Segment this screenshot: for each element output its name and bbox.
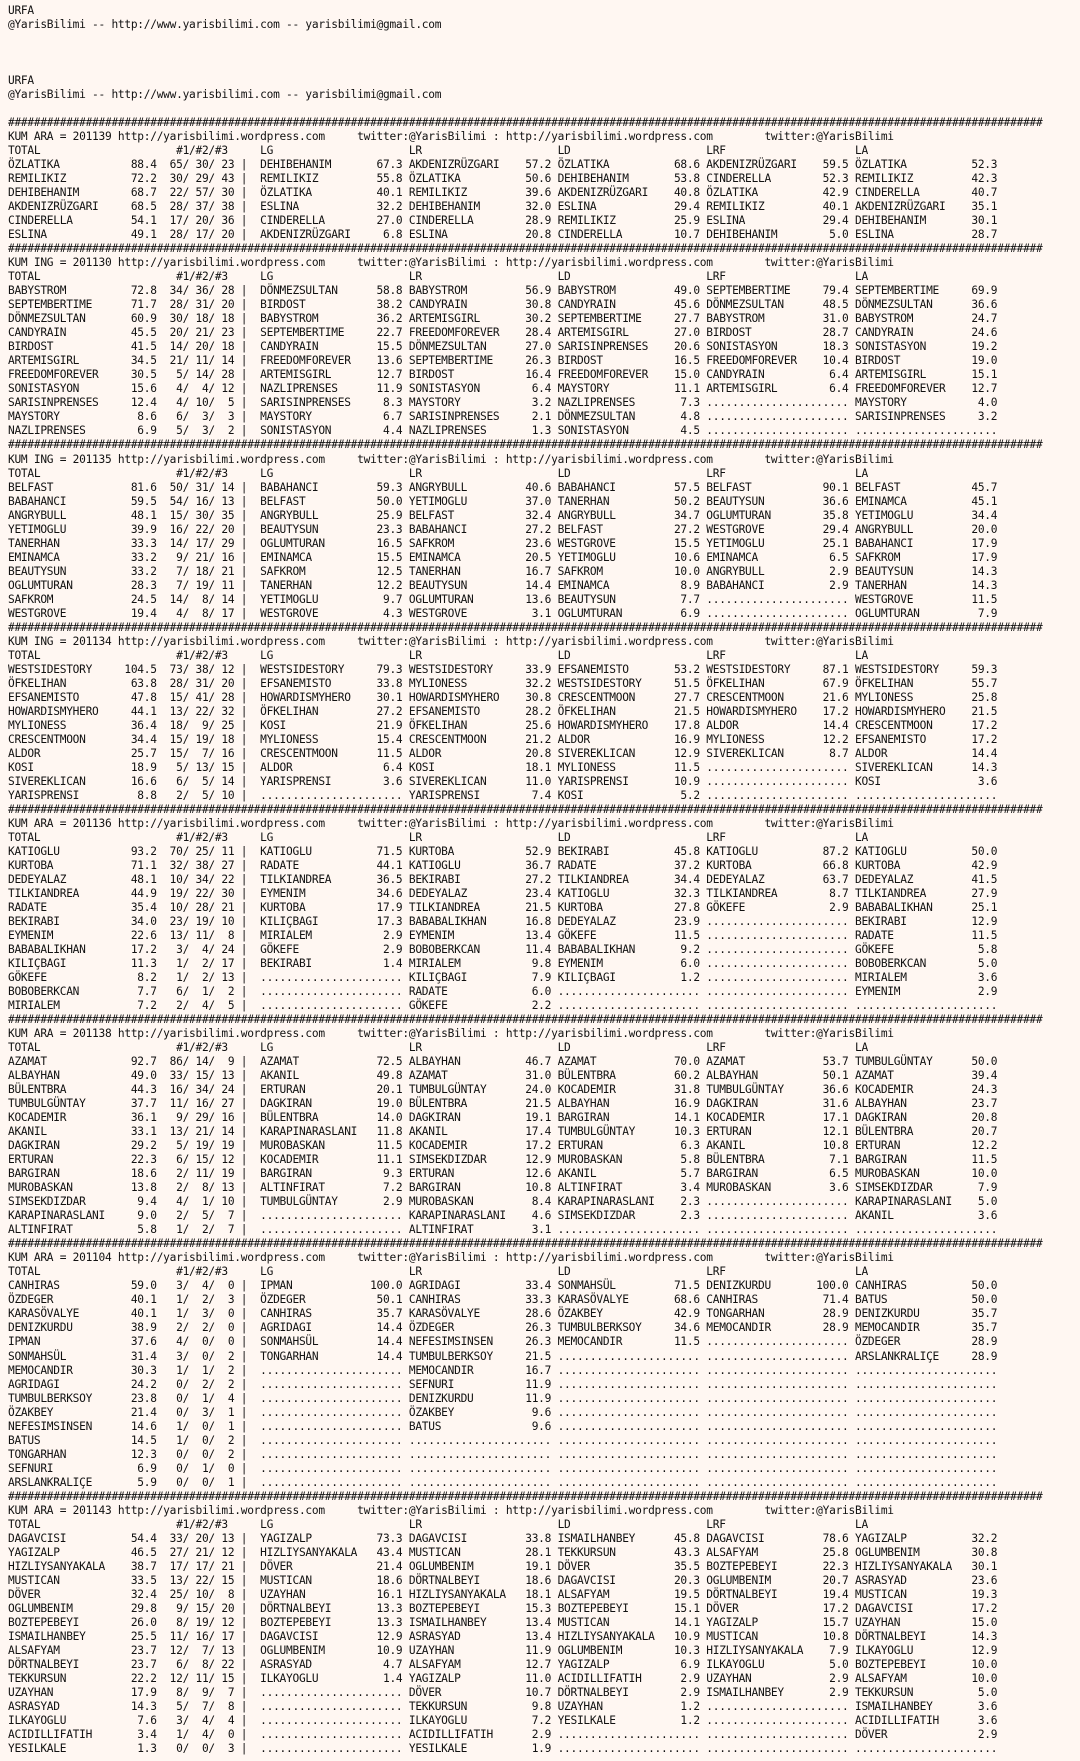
- horse-row: ALDOR 25.7 15/ 7/ 16 | CRESCENTMOON 11.5 ALDOR 20.8 SIVEREKLICAN 12.9 SIVEREKLICAN 8.7 ALDOR 14.4: [8, 746, 998, 760]
- horse-row: MIRIALEM 7.2 2/ 4/ 5 | ...................... GÖKEFE 2.2 ...................... ...................... ......................: [8, 999, 998, 1013]
- column-header: TOTAL #1/#2/#3 LG LR LD LRF LA: [8, 466, 868, 480]
- horse-row: GÖKEFE 8.2 1/ 2/ 13 | ...................... KILIÇBAGI 7.9 KILIÇBAGI 1.2 ...................... MIRIALEM 3.6: [8, 971, 998, 985]
- horse-row: DENIZKURDU 38.9 2/ 2/ 0 | AGRIDAGI 14.4 ÖZDEGER 26.3 TUMBULBERKSOY 34.6 MEMOCANDIR 28.9 MEMOCANDIR 35.7: [8, 1321, 998, 1335]
- horse-row: IPMAN 37.6 4/ 0/ 0 | SONMAHSÜL 14.4 NEFESIMSINSEN 26.3 MEMOCANDIR 11.5 ...................... ÖZDEGER 28.9: [8, 1335, 998, 1349]
- horse-row: HOWARDISMYHERO 44.1 13/ 22/ 32 | ÖFKELIHAN 27.2 EFSANEMISTO 28.2 ÖFKELIHAN 21.5 HOWARDISMYHERO 17.2 HOWARDISMYHERO 21.5: [8, 704, 998, 718]
- race-header: KUM ARA = 201139 http://yarisbilimi.wordpress.com twitter:@YarisBilimi : http://yarisbilimi.wordpress.com twitter:@YarisBilimi: [8, 130, 894, 144]
- horse-row: DAGKIRAN 29.2 5/ 19/ 19 | MUROBASKAN 11.5 KOCADEMIR 17.2 ERTURAN 6.3 AKANIL 10.8 ERTURAN 12.2: [8, 1139, 998, 1153]
- blank-line: [8, 32, 1080, 46]
- column-header: TOTAL #1/#2/#3 LG LR LD LRF LA: [8, 270, 868, 284]
- horse-row: DEDEYALAZ 48.1 10/ 34/ 22 | TILKIANDREA 36.5 BEKIRABI 27.2 TILKIANDREA 34.4 DEDEYALAZ 63.7 DEDEYALAZ 41.5: [8, 872, 998, 886]
- horse-row: ISMAILHANBEY 25.5 11/ 16/ 17 | DAGAVCISI 12.9 ASRASYAD 13.4 HIZLIYSANYAKALA 10.9 MUSTICAN 10.8 DÖRTNALBEYI 14.3: [8, 1629, 998, 1643]
- column-header: TOTAL #1/#2/#3 LG LR LD LRF LA: [8, 1265, 868, 1279]
- horse-row: TUMBULGÜNTAY 37.7 11/ 16/ 27 | DAGKIRAN 19.0 BÜLENTBRA 21.5 ALBAYHAN 16.9 DAGKIRAN 31.6 ALBAYHAN 23.7: [8, 1097, 998, 1111]
- horse-row: CANHIRAS 59.0 3/ 4/ 0 | IPMAN 100.0 AGRIDAGI 33.4 SONMAHSÜL 71.5 DENIZKURDU 100.0 CANHIRAS 50.0: [8, 1279, 998, 1293]
- column-header: TOTAL #1/#2/#3 LG LR LD LRF LA: [8, 1517, 868, 1531]
- horse-row: BEKIRABI 34.0 23/ 19/ 10 | KILIÇBAGI 17.3 BABABALIKHAN 16.8 DEDEYALAZ 23.9 ...................... BEKIRABI 12.9: [8, 915, 998, 929]
- horse-row: BABAHANCI 59.5 54/ 16/ 13 | BELFAST 50.0 YETIMOGLU 37.0 TANERHAN 50.2 BEAUTYSUN 36.6 EMINAMCA 45.1: [8, 494, 998, 508]
- horse-row: MUROBASKAN 13.8 2/ 8/ 13 | ALTINFIRAT 7.2 BARGIRAN 10.8 ALTINFIRAT 3.4 MUROBASKAN 3.6 SIMSEKDIZDAR 7.9: [8, 1181, 998, 1195]
- horse-row: BOZTEPEBEYI 26.0 8/ 19/ 12 | BOZTEPEBEYI 13.3 ISMAILHANBEY 13.4 MUSTICAN 14.1 YAGIZALP 15.7 UZAYHAN 15.0: [8, 1615, 998, 1629]
- horse-row: REMILIKIZ 72.2 30/ 29/ 43 | REMILIKIZ 55.8 ÖZLATIKA 50.6 DEHIBEHANIM 53.8 CINDERELLA 52.3 REMILIKIZ 42.3: [8, 172, 998, 186]
- horse-row: ASRASYAD 14.3 5/ 7/ 8 | ...................... TEKKURSUN 9.8 UZAYHAN 1.2 ...................... ISMAILHANBEY 3.6: [8, 1699, 998, 1713]
- horse-row: ALTINFIRAT 5.8 1/ 2/ 7 | ...................... ALTINFIRAT 3.1 ...................... ...................... ......................: [8, 1223, 998, 1237]
- horse-row: ÖZLATIKA 88.4 65/ 30/ 23 | DEHIBEHANIM 67.3 AKDENIZRÜZGARI 57.2 ÖZLATIKA 68.6 AKDENIZRÜZGARI 59.5 ÖZLATIKA 52.3: [8, 158, 998, 172]
- horse-row: ARTEMISGIRL 34.5 21/ 11/ 14 | FREEDOMFOREVER 13.6 SEPTEMBERTIME 26.3 BIRDOST 16.5 FREEDOMFOREVER 10.4 BIRDOST 19.0: [8, 354, 998, 368]
- column-header: TOTAL #1/#2/#3 LG LR LD LRF LA: [8, 144, 868, 158]
- horse-row: OGLUMTURAN 28.3 7/ 19/ 11 | TANERHAN 12.2 BEAUTYSUN 14.4 EMINAMCA 8.9 BABAHANCI 2.9 TANERHAN 14.3: [8, 578, 998, 592]
- source-line: @YarisBilimi -- http://www.yarisbilimi.com -- yarisbilimi@gmail.com: [8, 18, 442, 32]
- horse-row: BÜLENTBRA 44.3 16/ 34/ 24 | ERTURAN 20.1 TUMBULGÜNTAY 24.0 KOCADEMIR 31.8 TUMBULGÜNTAY 36.6 KOCADEMIR 24.3: [8, 1083, 998, 1097]
- horse-row: FREEDOMFOREVER 30.5 5/ 14/ 28 | ARTEMISGIRL 12.7 BIRDOST 16.4 FREEDOMFOREVER 15.0 CANDYRAIN 6.4 ARTEMISGIRL 15.1: [8, 368, 998, 382]
- horse-row: OGLUMBENIM 29.8 9/ 15/ 20 | DÖRTNALBEYI 13.3 BOZTEPEBEYI 15.3 BOZTEPEBEYI 15.1 DÖVER 17.2 DAGAVCISI 17.2: [8, 1601, 998, 1615]
- horse-row: KATIOGLU 93.2 70/ 25/ 11 | KATIOGLU 71.5 KURTOBA 52.9 BEKIRABI 45.8 KATIOGLU 87.2 KATIOGLU 50.0: [8, 844, 998, 858]
- section-separator: ################################################################################################################################################################: [8, 620, 1043, 634]
- city-title: URFA: [8, 74, 34, 88]
- horse-row: MEMOCANDIR 30.3 1/ 1/ 2 | ...................... MEMOCANDIR 16.7 ...................... ...................... ......................: [8, 1363, 998, 1377]
- horse-row: DAGAVCISI 54.4 33/ 20/ 13 | YAGIZALP 73.3 DAGAVCISI 33.8 ISMAILHANBEY 45.8 DAGAVCISI 78.6 YAGIZALP 32.2: [8, 1531, 998, 1545]
- horse-row: TANERHAN 33.3 14/ 17/ 29 | OGLUMTURAN 16.5 SAFKROM 23.6 WESTGROVE 15.5 YETIMOGLU 25.1 BABAHANCI 17.9: [8, 536, 998, 550]
- horse-row: NEFESIMSINSEN 14.6 1/ 0/ 1 | ...................... BATUS 9.6 ...................... ...................... ......................: [8, 1419, 998, 1433]
- horse-row: MYLIONESS 36.4 18/ 9/ 25 | KOSI 21.9 ÖFKELIHAN 25.6 HOWARDISMYHERO 17.8 ALDOR 14.4 CRESCENTMOON 17.2: [8, 718, 998, 732]
- horse-row: TEKKURSUN 22.2 12/ 11/ 15 | ILKAYOGLU 1.4 YAGIZALP 11.0 ACIDILLIFATIH 2.9 UZAYHAN 2.9 ALSAFYAM 10.0: [8, 1671, 998, 1685]
- horse-row: SAFKROM 24.5 14/ 8/ 14 | YETIMOGLU 9.7 OGLUMTURAN 13.6 BEAUTYSUN 7.7 ...................... WESTGROVE 11.5: [8, 592, 998, 606]
- horse-row: ESLINA 49.1 28/ 17/ 20 | AKDENIZRÜZGARI 6.8 ESLINA 20.8 CINDERELLA 10.7 DEHIBEHANIM 5.0 ESLINA 28.7: [8, 228, 998, 242]
- horse-row: BELFAST 81.6 50/ 31/ 14 | BABAHANCI 59.3 ANGRYBULL 40.6 BABAHANCI 57.5 BELFAST 90.1 BELFAST 45.7: [8, 480, 998, 494]
- column-header: TOTAL #1/#2/#3 LG LR LD LRF LA: [8, 830, 868, 844]
- horse-row: SARISINPRENSES 12.4 4/ 10/ 5 | SARISINPRENSES 8.3 MAYSTORY 3.2 NAZLIPRENSES 7.3 ...................... MAYSTORY 4.0: [8, 396, 998, 410]
- section-separator: ################################################################################################################################################################: [8, 1013, 1043, 1027]
- horse-row: AKANIL 33.1 13/ 21/ 14 | KARAPINARASLANI 11.8 AKANIL 17.4 TUMBULGÜNTAY 10.3 ERTURAN 12.1 BÜLENTBRA 20.7: [8, 1125, 998, 1139]
- horse-row: BATUS 14.5 1/ 0/ 2 | ...................... ...................... ...................... ...................... ......................: [8, 1433, 998, 1447]
- horse-row: AGRIDAGI 24.2 0/ 2/ 2 | ...................... SEFNURI 11.9 ...................... ...................... ......................: [8, 1377, 998, 1391]
- horse-row: RADATE 35.4 10/ 28/ 21 | KURTOBA 17.9 TILKIANDREA 21.5 KURTOBA 27.8 GÖKEFE 2.9 BABABALIKHAN 25.1: [8, 901, 998, 914]
- horse-row: TILKIANDREA 44.9 19/ 22/ 30 | EYMENIM 34.6 DEDEYALAZ 23.4 KATIOGLU 32.3 TILKIANDREA 8.7 TILKIANDREA 27.9: [8, 886, 998, 900]
- section-separator: ################################################################################################################################################################: [8, 242, 1043, 256]
- horse-row: KARASÖVALYE 40.1 1/ 3/ 0 | CANHIRAS 35.7 KARASÖVALYE 28.6 ÖZAKBEY 42.9 TONGARHAN 28.9 DENIZKURDU 35.7: [8, 1307, 998, 1321]
- horse-row: MUSTICAN 33.5 13/ 22/ 15 | MUSTICAN 18.6 DÖRTNALBEYI 18.6 DAGAVCISI 20.3 OGLUMBENIM 20.7 ASRASYAD 23.6: [8, 1573, 998, 1587]
- section-separator: ################################################################################################################################################################: [8, 116, 1043, 130]
- horse-row: AKDENIZRÜZGARI 68.5 28/ 37/ 38 | ESLINA 32.2 DEHIBEHANIM 32.0 ESLINA 29.4 REMILIKIZ 40.1 AKDENIZRÜZGARI 35.1: [8, 200, 998, 214]
- horse-row: ALBAYHAN 49.0 33/ 15/ 13 | AKANIL 49.8 AZAMAT 31.0 BÜLENTBRA 60.2 ALBAYHAN 50.1 AZAMAT 39.4: [8, 1069, 998, 1083]
- horse-row: SEPTEMBERTIME 71.7 28/ 31/ 20 | BIRDOST 38.2 CANDYRAIN 30.8 CANDYRAIN 45.6 DÖNMEZSULTAN 48.5 DÖNMEZSULTAN 36.6: [8, 298, 998, 312]
- horse-row: DÖRTNALBEYI 23.7 6/ 8/ 22 | ASRASYAD 4.7 ALSAFYAM 12.7 YAGIZALP 6.9 ILKAYOGLU 5.0 BOZTEPEBEYI 10.0: [8, 1657, 998, 1671]
- race-header: KUM ING = 201134 http://yarisbilimi.wordpress.com twitter:@YarisBilimi : http://yarisbilimi.wordpress.com twitter:@YarisBilimi: [8, 634, 894, 648]
- horse-row: EYMENIM 22.6 13/ 11/ 8 | MIRIALEM 2.9 EYMENIM 13.4 GÖKEFE 11.5 ...................... RADATE 11.5: [8, 929, 998, 943]
- horse-row: DÖVER 32.4 25/ 10/ 8 | UZAYHAN 16.1 HIZLIYSANYAKALA 18.1 ALSAFYAM 19.5 DÖRTNALBEYI 19.4 MUSTICAN 19.3: [8, 1587, 998, 1601]
- section-separator: ################################################################################################################################################################: [8, 1237, 1043, 1251]
- race-header: KUM ARA = 201136 http://yarisbilimi.wordpress.com twitter:@YarisBilimi : http://yarisbilimi.wordpress.com twitter:@YarisBilimi: [8, 816, 894, 830]
- section-separator: ################################################################################################################################################################: [8, 438, 1043, 452]
- horse-row: SEFNURI 6.9 0/ 1/ 0 | ...................... ...................... ...................... ...................... ......................: [8, 1461, 998, 1475]
- horse-row: HIZLIYSANYAKALA 38.7 17/ 17/ 21 | DÖVER 21.4 OGLUMBENIM 19.1 DÖVER 35.5 BOZTEPEBEYI 22.3 HIZLIYSANYAKALA 30.1: [8, 1559, 998, 1573]
- horse-row: ÖZAKBEY 21.4 0/ 3/ 1 | ...................... ÖZAKBEY 9.6 ...................... ...................... ......................: [8, 1405, 998, 1419]
- horse-row: DEHIBEHANIM 68.7 22/ 57/ 30 | ÖZLATIKA 40.1 REMILIKIZ 39.6 AKDENIZRÜZGARI 40.8 ÖZLATIKA 42.9 CINDERELLA 40.7: [8, 186, 998, 200]
- horse-row: TONGARHAN 12.3 0/ 0/ 2 | ...................... ...................... ...................... ...................... ......................: [8, 1447, 998, 1461]
- horse-row: WESTGROVE 19.4 4/ 8/ 17 | WESTGROVE 4.3 WESTGROVE 3.1 OGLUMTURAN 6.9 ...................... OGLUMTURAN 7.9: [8, 606, 998, 620]
- race-header: KUM ARA = 201143 http://yarisbilimi.wordpress.com twitter:@YarisBilimi : http://yarisbilimi.wordpress.com twitter:@YarisBilimi: [8, 1503, 894, 1517]
- horse-row: ERTURAN 22.3 6/ 15/ 12 | KOCADEMIR 11.1 SIMSEKDIZDAR 12.9 MUROBASKAN 5.8 BÜLENTBRA 7.1 BARGIRAN 11.5: [8, 1153, 998, 1167]
- blank-line: [8, 60, 1080, 74]
- race-header: KUM ING = 201130 http://yarisbilimi.wordpress.com twitter:@YarisBilimi : http://yarisbilimi.wordpress.com twitter:@YarisBilimi: [8, 256, 894, 270]
- horse-row: UZAYHAN 17.9 8/ 9/ 7 | ...................... DÖVER 10.7 DÖRTNALBEYI 2.9 ISMAILHANBEY 2.9 TEKKURSUN 5.0: [8, 1685, 998, 1699]
- horse-row: SONISTASYON 15.6 4/ 4/ 12 | NAZLIPRENSES 11.9 SONISTASYON 6.4 MAYSTORY 11.1 ARTEMISGIRL 6.4 FREEDOMFOREVER 12.7: [8, 382, 998, 396]
- horse-row: ÖFKELIHAN 63.8 28/ 31/ 20 | EFSANEMISTO 33.8 MYLIONESS 32.2 WESTSIDESTORY 51.5 ÖFKELIHAN 67.9 ÖFKELIHAN 55.7: [8, 676, 998, 690]
- horse-row: KURTOBA 71.1 32/ 38/ 27 | RADATE 44.1 KATIOGLU 36.7 RADATE 37.2 KURTOBA 66.8 KURTOBA 42.9: [8, 858, 998, 872]
- column-header: TOTAL #1/#2/#3 LG LR LD LRF LA: [8, 648, 868, 662]
- blank-line: [8, 46, 1080, 60]
- horse-row: SIMSEKDIZDAR 9.4 4/ 1/ 10 | TUMBULGÜNTAY 2.9 MUROBASKAN 8.4 KARAPINARASLANI 2.3 ...................... KARAPINARASLANI 5.0: [8, 1195, 998, 1209]
- horse-row: BABYSTROM 72.8 34/ 36/ 28 | DÖNMEZSULTAN 58.8 BABYSTROM 56.9 BABYSTROM 49.0 SEPTEMBERTIME 79.4 SEPTEMBERTIME 69.9: [8, 284, 998, 298]
- horse-row: YETIMOGLU 39.9 16/ 22/ 20 | BEAUTYSUN 23.3 BABAHANCI 27.2 BELFAST 27.2 WESTGROVE 29.4 ANGRYBULL 20.0: [8, 522, 998, 536]
- horse-row: AZAMAT 92.7 86/ 14/ 9 | AZAMAT 72.5 ALBAYHAN 46.7 AZAMAT 70.0 AZAMAT 53.7 TUMBULGÜNTAY 50.0: [8, 1055, 998, 1069]
- horse-row: EMINAMCA 33.2 9/ 21/ 16 | EMINAMCA 15.5 EMINAMCA 20.5 YETIMOGLU 10.6 EMINAMCA 6.5 SAFKROM 17.9: [8, 550, 998, 564]
- horse-row: DÖNMEZSULTAN 60.9 30/ 18/ 18 | BABYSTROM 36.2 ARTEMISGIRL 30.2 SEPTEMBERTIME 27.7 BABYSTROM 31.0 BABYSTROM 24.7: [8, 312, 998, 326]
- city-title: URFA: [8, 4, 34, 17]
- section-separator: ################################################################################################################################################################: [8, 802, 1043, 816]
- horse-row: ARSLANKRALIÇE 5.9 0/ 0/ 1 | ...................... ...................... ...................... ...................... ......................: [8, 1475, 998, 1489]
- horse-row: KARAPINARASLANI 9.0 2/ 5/ 7 | ...................... KARAPINARASLANI 4.6 SIMSEKDIZDAR 2.3 ...................... AKANIL 3.6: [8, 1209, 998, 1223]
- horse-row: NAZLIPRENSES 6.9 5/ 3/ 2 | SONISTASYON 4.4 NAZLIPRENSES 1.3 SONISTASYON 4.5 ...................... ......................: [8, 424, 998, 438]
- race-header: KUM ARA = 201104 http://yarisbilimi.wordpress.com twitter:@YarisBilimi : http://yarisbilimi.wordpress.com twitter:@YarisBilimi: [8, 1251, 894, 1265]
- horse-row: WESTSIDESTORY 104.5 73/ 38/ 12 | WESTSIDESTORY 79.3 WESTSIDESTORY 33.9 EFSANEMISTO 53.2 WESTSIDESTORY 87.1 WESTSIDESTORY 59.3: [8, 662, 998, 676]
- horse-row: YESILKALE 1.3 0/ 0/ 3 | ...................... YESILKALE 1.9 ...................... ...................... ......................: [8, 1741, 998, 1755]
- horse-row: YARISPRENSI 8.8 2/ 5/ 10 | ...................... YARISPRENSI 7.4 KOSI 5.2 ...................... ......................: [8, 788, 998, 802]
- horse-row: CRESCENTMOON 34.4 15/ 19/ 18 | MYLIONESS 15.4 CRESCENTMOON 21.2 ALDOR 16.9 MYLIONESS 12.2 EFSANEMISTO 17.2: [8, 732, 998, 746]
- horse-row: EFSANEMISTO 47.8 15/ 41/ 28 | HOWARDISMYHERO 30.1 HOWARDISMYHERO 30.8 CRESCENTMOON 27.7 CRESCENTMOON 21.6 MYLIONESS 25.8: [8, 690, 998, 704]
- horse-row: BABABALIKHAN 17.2 3/ 4/ 24 | GÖKEFE 2.9 BOBOBERKCAN 11.4 BABABALIKHAN 9.2 ...................... GÖKEFE 5.8: [8, 943, 998, 957]
- horse-row: KOSI 18.9 5/ 13/ 15 | ALDOR 6.4 KOSI 18.1 MYLIONESS 11.5 ...................... SIVEREKLICAN 14.3: [8, 760, 998, 774]
- horse-row: YAGIZALP 46.5 27/ 21/ 12 | HIZLIYSANYAKALA 43.4 MUSTICAN 28.1 TEKKURSUN 43.3 ALSAFYAM 25.8 OGLUMBENIM 30.8: [8, 1545, 998, 1559]
- horse-row: BIRDOST 41.5 14/ 20/ 18 | CANDYRAIN 15.5 DÖNMEZSULTAN 27.0 SARISINPRENSES 20.6 SONISTASYON 18.3 SONISTASYON 19.2: [8, 340, 998, 354]
- horse-row: BOBOBERKCAN 7.7 6/ 1/ 2 | ...................... RADATE 6.0 ...................... ...................... EYMENIM 2.9: [8, 985, 998, 999]
- column-header: TOTAL #1/#2/#3 LG LR LD LRF LA: [8, 1041, 868, 1055]
- horse-row: KOCADEMIR 36.1 9/ 29/ 16 | BÜLENTBRA 14.0 DAGKIRAN 19.1 BARGIRAN 14.1 KOCADEMIR 17.1 DAGKIRAN 20.8: [8, 1111, 998, 1125]
- horse-row: ILKAYOGLU 7.6 3/ 4/ 4 | ...................... ILKAYOGLU 7.2 YESILKALE 1.2 ...................... ACIDILLIFATIH 3.6: [8, 1713, 998, 1727]
- horse-row: SONMAHSÜL 31.4 3/ 0/ 2 | TONGARHAN 14.4 TUMBULBERKSOY 21.5 ...................... ...................... ARSLANKRALIÇE 28.9: [8, 1349, 998, 1363]
- blank-line: [8, 102, 1080, 116]
- horse-row: BARGIRAN 18.6 2/ 11/ 19 | BARGIRAN 9.3 ERTURAN 12.6 AKANIL 5.7 BARGIRAN 6.5 MUROBASKAN 10.0: [8, 1167, 998, 1181]
- section-separator: ################################################################################################################################################################: [8, 1489, 1043, 1503]
- horse-row: KILIÇBAGI 11.3 1/ 2/ 17 | BEKIRABI 1.4 MIRIALEM 9.8 EYMENIM 6.0 ...................... BOBOBERKCAN 5.0: [8, 957, 998, 971]
- race-header: KUM ING = 201135 http://yarisbilimi.wordpress.com twitter:@YarisBilimi : http://yarisbilimi.wordpress.com twitter:@YarisBilimi: [8, 452, 894, 466]
- horse-row: ANGRYBULL 48.1 15/ 30/ 35 | ANGRYBULL 25.9 BELFAST 32.4 ANGRYBULL 34.7 OGLUMTURAN 35.8 YETIMOGLU 34.4: [8, 508, 998, 522]
- horse-row: TUMBULBERKSOY 23.8 0/ 1/ 4 | ...................... DENIZKURDU 11.9 ...................... ...................... ......................: [8, 1391, 998, 1405]
- horse-row: SIVEREKLICAN 16.6 6/ 5/ 14 | YARISPRENSI 3.6 SIVEREKLICAN 11.0 YARISPRENSI 10.9 ...................... KOSI 3.6: [8, 774, 998, 788]
- horse-row: CINDERELLA 54.1 17/ 20/ 36 | CINDERELLA 27.0 CINDERELLA 28.9 REMILIKIZ 25.9 ESLINA 29.4 DEHIBEHANIM 30.1: [8, 214, 998, 228]
- horse-row: ALSAFYAM 23.7 12/ 7/ 13 | OGLUMBENIM 10.9 UZAYHAN 11.9 OGLUMBENIM 10.3 HIZLIYSANYAKALA 7.9 ILKAYOGLU 12.9: [8, 1643, 998, 1657]
- race-header: KUM ARA = 201138 http://yarisbilimi.wordpress.com twitter:@YarisBilimi : http://yarisbilimi.wordpress.com twitter:@YarisBilimi: [8, 1027, 894, 1041]
- horse-row: ACIDILLIFATIH 3.4 1/ 4/ 0 | ...................... ACIDILLIFATIH 2.9 ...................... ...................... DÖVER 2.9: [8, 1727, 998, 1741]
- source-line: @YarisBilimi -- http://www.yarisbilimi.com -- yarisbilimi@gmail.com: [8, 88, 442, 102]
- horse-row: CANDYRAIN 45.5 20/ 21/ 23 | SEPTEMBERTIME 22.7 FREEDOMFOREVER 28.4 ARTEMISGIRL 27.0 BIRDOST 28.7 CANDYRAIN 24.6: [8, 326, 998, 340]
- horse-row: BEAUTYSUN 33.2 7/ 18/ 21 | SAFKROM 12.5 TANERHAN 16.7 SAFKROM 10.0 ANGRYBULL 2.9 BEAUTYSUN 14.3: [8, 564, 998, 578]
- horse-row: MAYSTORY 8.6 6/ 3/ 3 | MAYSTORY 6.7 SARISINPRENSES 2.1 DÖNMEZSULTAN 4.8 ...................... SARISINPRENSES 3.2: [8, 410, 998, 424]
- horse-row: ÖZDEGER 40.1 1/ 2/ 3 | ÖZDEGER 50.1 CANHIRAS 33.3 KARASÖVALYE 68.6 CANHIRAS 71.4 BATUS 50.0: [8, 1293, 998, 1307]
